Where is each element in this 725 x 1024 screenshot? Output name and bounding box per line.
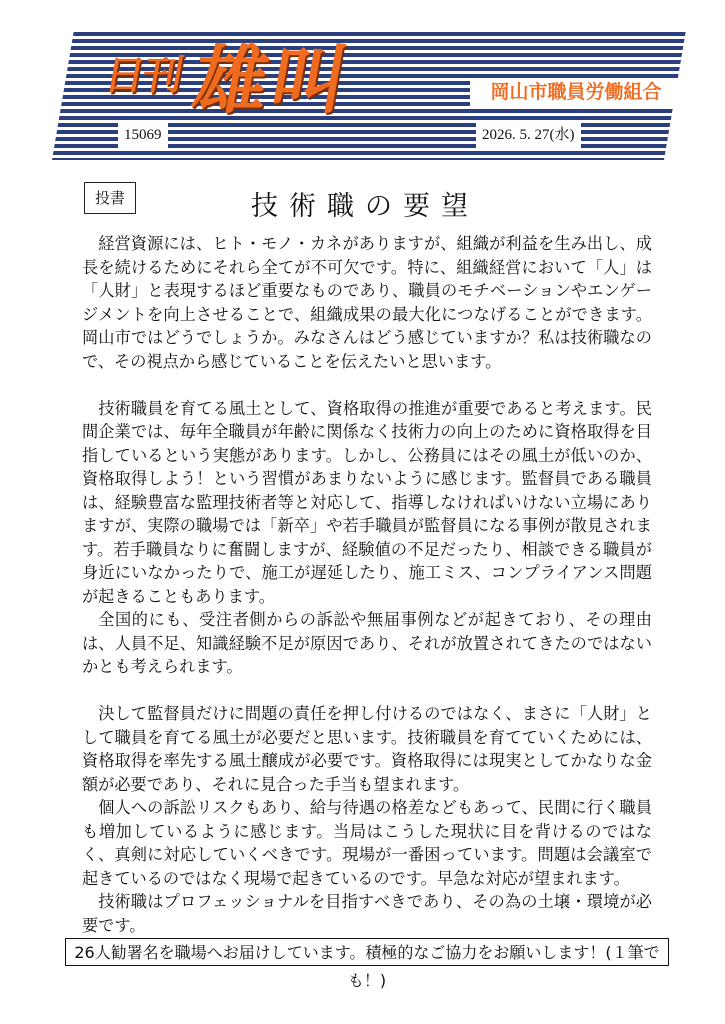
paragraph: 全国的にも、受注者側からの訴訟や無届事例などが起きており、その理由は、人員不足、知識経験不足が原因であり、それが放置されてきたのではないかとも考えられます。 [82, 610, 652, 676]
footer-notice: 26人勧署名を職場へお届けしています。積極的なご協力をお願いします！(１筆でも！) [65, 938, 669, 966]
masthead-logo [97, 38, 358, 124]
organization-name: 岡山市職員労働組合 [470, 78, 682, 106]
paragraph: 技術職はプロフェッショナルを目指すべきであり、その為の土壌・環境が必要です。 [82, 892, 652, 935]
paragraph: 技術職員を育てる風土として、資格取得の推進が重要であると考えます。民間企業では、毎年全職員が年齢に関係なく技術力の向上のために資格取得を目指しているという実態があります。しかし、公務員にはその風土が低いのか、資格取得しよう！という習慣があまりないように感じます。監督員である職員は、経験豊富な監理技術者等と対応して、指導しなければいけない立場にありますが、実際の職場では「新卒」や若手職員が監督員になる事例が散見されます。若手職員なりに奮闘しますが、経験値の不足だったり、相談できる職員が身近にいなかったりで、施工が遅延したり、施工ミス、コンプライアンス問題が起きることもあります。 [82, 398, 652, 606]
paragraph: 経営資源には、ヒト・モノ・カネがありますが、組織が利益を生み出し、成長を続けるためにそれら全てが不可欠です。特に、組織経営において「人」は「人財」と表現するほど重要なものであり、職員のモチベーションやエンゲージメントを向上させることで、組織成果の最大化につなげることができます。岡山市ではどうでしょうか。みなさんはどう感じていますか？私は技術職なので、その視点から感じていることを伝えたいと思います。 [82, 234, 652, 371]
article-body [82, 232, 652, 937]
article-tag: 投書 [84, 182, 136, 214]
masthead-stripe [52, 151, 686, 155]
issue-date: 2026. 5. 27(水) [476, 122, 581, 148]
logo-small-text: 日刊 [100, 53, 185, 99]
paragraph: 個人への訴訟リスクもあり、給与待遇の格差などもあって、民間に行く職員も増加しているように感じます。当局はこうした現状に目を背けるのではなく、真剣に対応していくべきです。現場が一番困っています。問題は会議室で起きているのではなく現場で起きているのです。早急な対応が望まれます。 [82, 798, 652, 888]
issue-number: 15069 [118, 122, 168, 148]
logo-big-text: 雄叫 [186, 38, 358, 124]
masthead-stripe [52, 39, 686, 43]
masthead-stripe [52, 32, 686, 36]
paragraph: 決して監督員だけに問題の責任を押し付けるのではなく、まさに「人財」として職員を育てる風土が必要だと思います。技術職員を育てていくためには、資格取得を率先する風土醸成が必要です。資格取得には現実としてかなりな金額が必要であり、それに見合った手当も望まれます。 [82, 704, 652, 794]
masthead-stripe [52, 158, 686, 160]
article-title: 技術職の要望 [251, 191, 479, 222]
masthead [52, 30, 686, 160]
